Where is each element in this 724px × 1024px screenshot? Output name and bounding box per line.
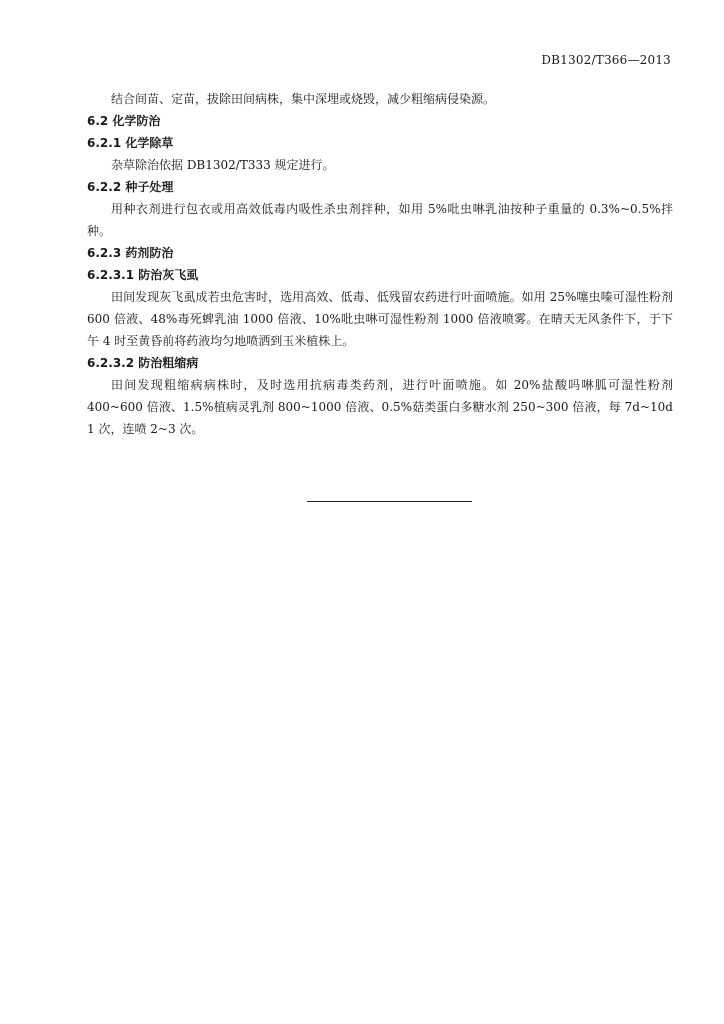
- document-body: [87, 88, 673, 440]
- paragraph-weeding: 杂草除治依据 DB1302/T333 规定进行。: [111, 158, 335, 172]
- section-heading-rough-dwarf-control: 6.2.3.2 防治粗缩病: [87, 356, 199, 370]
- section-heading-chemical-control: 6.2 化学防治: [87, 114, 161, 128]
- section-heading-chemical-weeding: 6.2.1 化学除草: [87, 136, 174, 150]
- paragraph-seed-treatment: 用种衣剂进行包衣或用高效低毒内吸性杀虫剂拌种，如用 5%吡虫啉乳油按种子重量的 0.3%~0.5%拌种。: [87, 202, 673, 238]
- section-heading-pesticide-control: 6.2.3 药剂防治: [87, 246, 174, 260]
- paragraph-planthopper-control: 田间发现灰飞虱成若虫危害时，选用高效、低毒、低残留农药进行叶面喷施。如用 25%噻虫嗪可湿性粉剂 600 倍液、48%毒死蜱乳油 1000 倍液、10%吡虫啉可湿性粉剂 1000 倍液喷雾。在晴天无风条件下，于下午 4 时至黄昏前将药液均匀地喷洒到玉米植株上。: [87, 290, 673, 348]
- section-heading-planthopper-control: 6.2.3.1 防治灰飞虱: [87, 268, 199, 282]
- section-heading-seed-treatment: 6.2.2 种子处理: [87, 180, 174, 194]
- paragraph-roguing: 结合间苗、定苗，拔除田间病株，集中深埋或烧毁，减少粗缩病侵染源。: [111, 92, 496, 106]
- paragraph-rough-dwarf-control: 田间发现粗缩病病株时，及时选用抗病毒类药剂，进行叶面喷施。如 20%盐酸吗啉胍可湿性粉剂 400~600 倍液、1.5%植病灵乳剂 800~1000 倍液、0.5%菇类蛋白多糖水剂 250~300 倍液，每 7d~10d 1 次，连喷 2~3 次。: [87, 378, 673, 436]
- document-code-header: DB1302/T366—2013: [541, 53, 671, 67]
- end-of-section-rule: [307, 501, 472, 502]
